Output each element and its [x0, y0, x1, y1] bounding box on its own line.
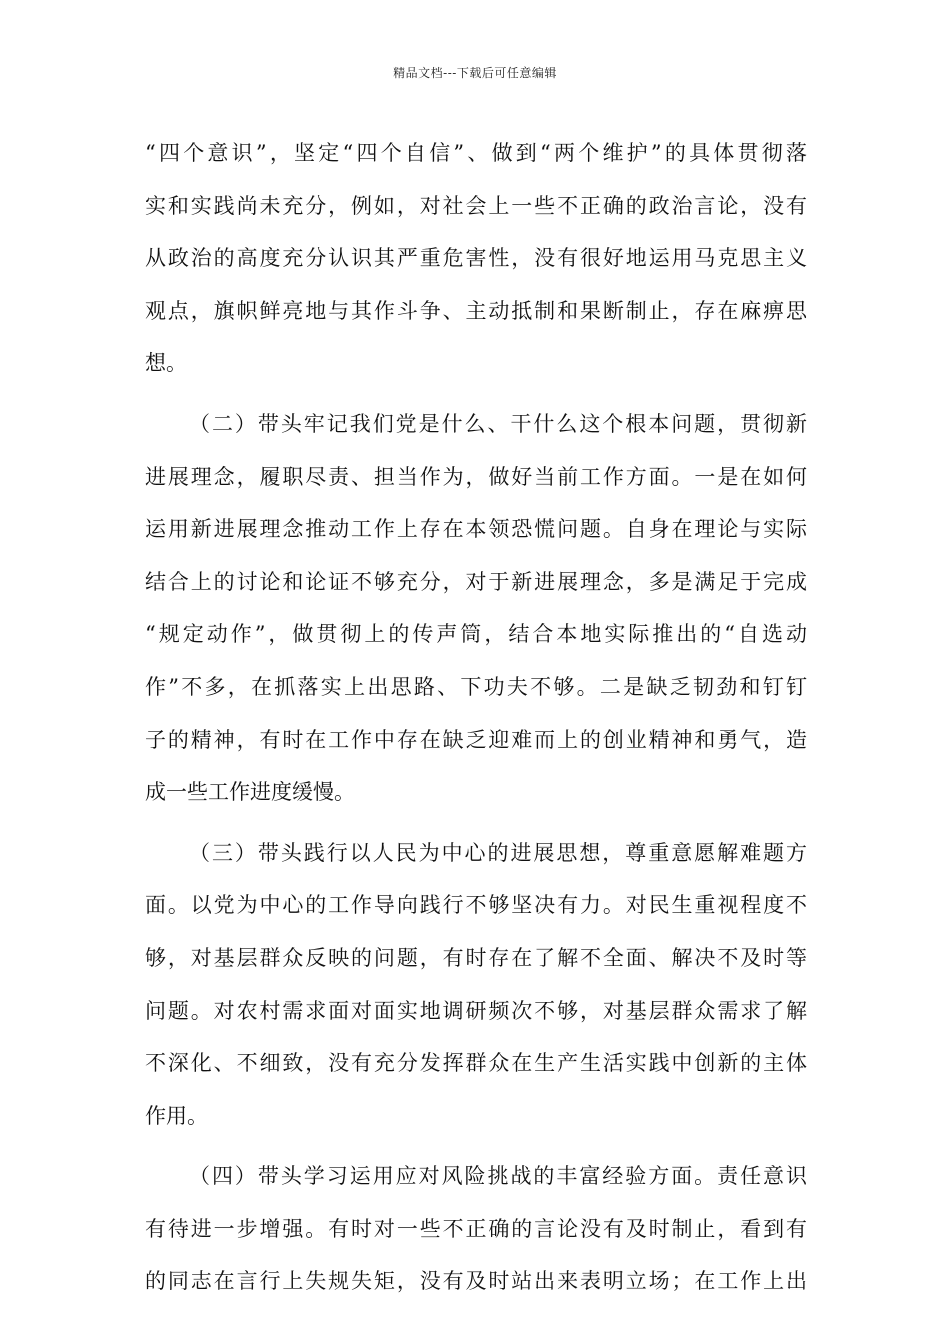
text-line: “规定动作”，做贯彻上的传声筒，结合本地实际推出的“自选动 — [145, 622, 807, 647]
paragraph-4 — [145, 1150, 807, 1308]
document-body — [145, 127, 807, 1308]
text-line: （三）带头践行以人民为中心的进展思想，尊重意愿解难题方 — [189, 840, 807, 865]
text-line: 进展理念，履职尽责、担当作为，做好当前工作方面。一是在如何 — [145, 464, 807, 489]
text-line: （四）带头学习运用应对风险挑战的丰富经验方面。责任意识 — [189, 1164, 807, 1189]
text-line: 有待进一步增强。有时对一些不正确的言论没有及时制止，看到有 — [145, 1216, 807, 1241]
text-line: 从政治的高度充分认识其严重危害性，没有很好地运用马克思主义 — [145, 246, 807, 271]
text-line: 成一些工作进度缓慢。 — [145, 780, 355, 805]
text-line: 想。 — [145, 351, 187, 376]
text-line: 不深化、不细致，没有充分发挥群众在生产生活实践中创新的主体 — [145, 1051, 807, 1076]
paragraph-2 — [145, 398, 807, 819]
paragraph-3 — [145, 827, 807, 1143]
text-line: 作用。 — [145, 1103, 208, 1128]
text-line: 面。以党为中心的工作导向践行不够坚决有力。对民生重视程度不 — [145, 893, 807, 918]
text-line: 作”不多，在抓落实上出思路、下功夫不够。二是缺乏韧劲和钉钉 — [145, 674, 807, 699]
text-line: 运用新进展理念推动工作上存在本领恐慌问题。自身在理论与实际 — [145, 517, 807, 542]
text-line: 够，对基层群众反映的问题，有时存在了解不全面、解决不及时等 — [145, 945, 807, 970]
text-line: 结合上的讨论和论证不够充分，对于新进展理念，多是满足于完成 — [145, 569, 807, 594]
text-line: 子的精神，有时在工作中存在缺乏迎难而上的创业精神和勇气，造 — [145, 727, 807, 752]
text-line: 问题。对农村需求面对面实地调研频次不够，对基层群众需求了解 — [145, 998, 807, 1023]
text-line: “四个意识”，坚定“四个自信”、做到“两个维护”的具体贯彻落 — [145, 141, 807, 165]
paragraph-1 — [145, 127, 807, 390]
text-line: 实和实践尚未充分，例如，对社会上一些不正确的政治言论，没有 — [145, 193, 807, 218]
text-line: 的同志在言行上失规失矩，没有及时站出来表明立场；在工作上出 — [145, 1269, 807, 1294]
page-header: 精品文档---下载后可任意编辑 — [393, 66, 557, 80]
text-line: 观点，旗帜鲜亮地与其作斗争、主动抵制和果断制止，存在麻痹思 — [145, 298, 807, 323]
text-line: （二）带头牢记我们党是什么、干什么这个根本问题，贯彻新 — [189, 411, 807, 436]
